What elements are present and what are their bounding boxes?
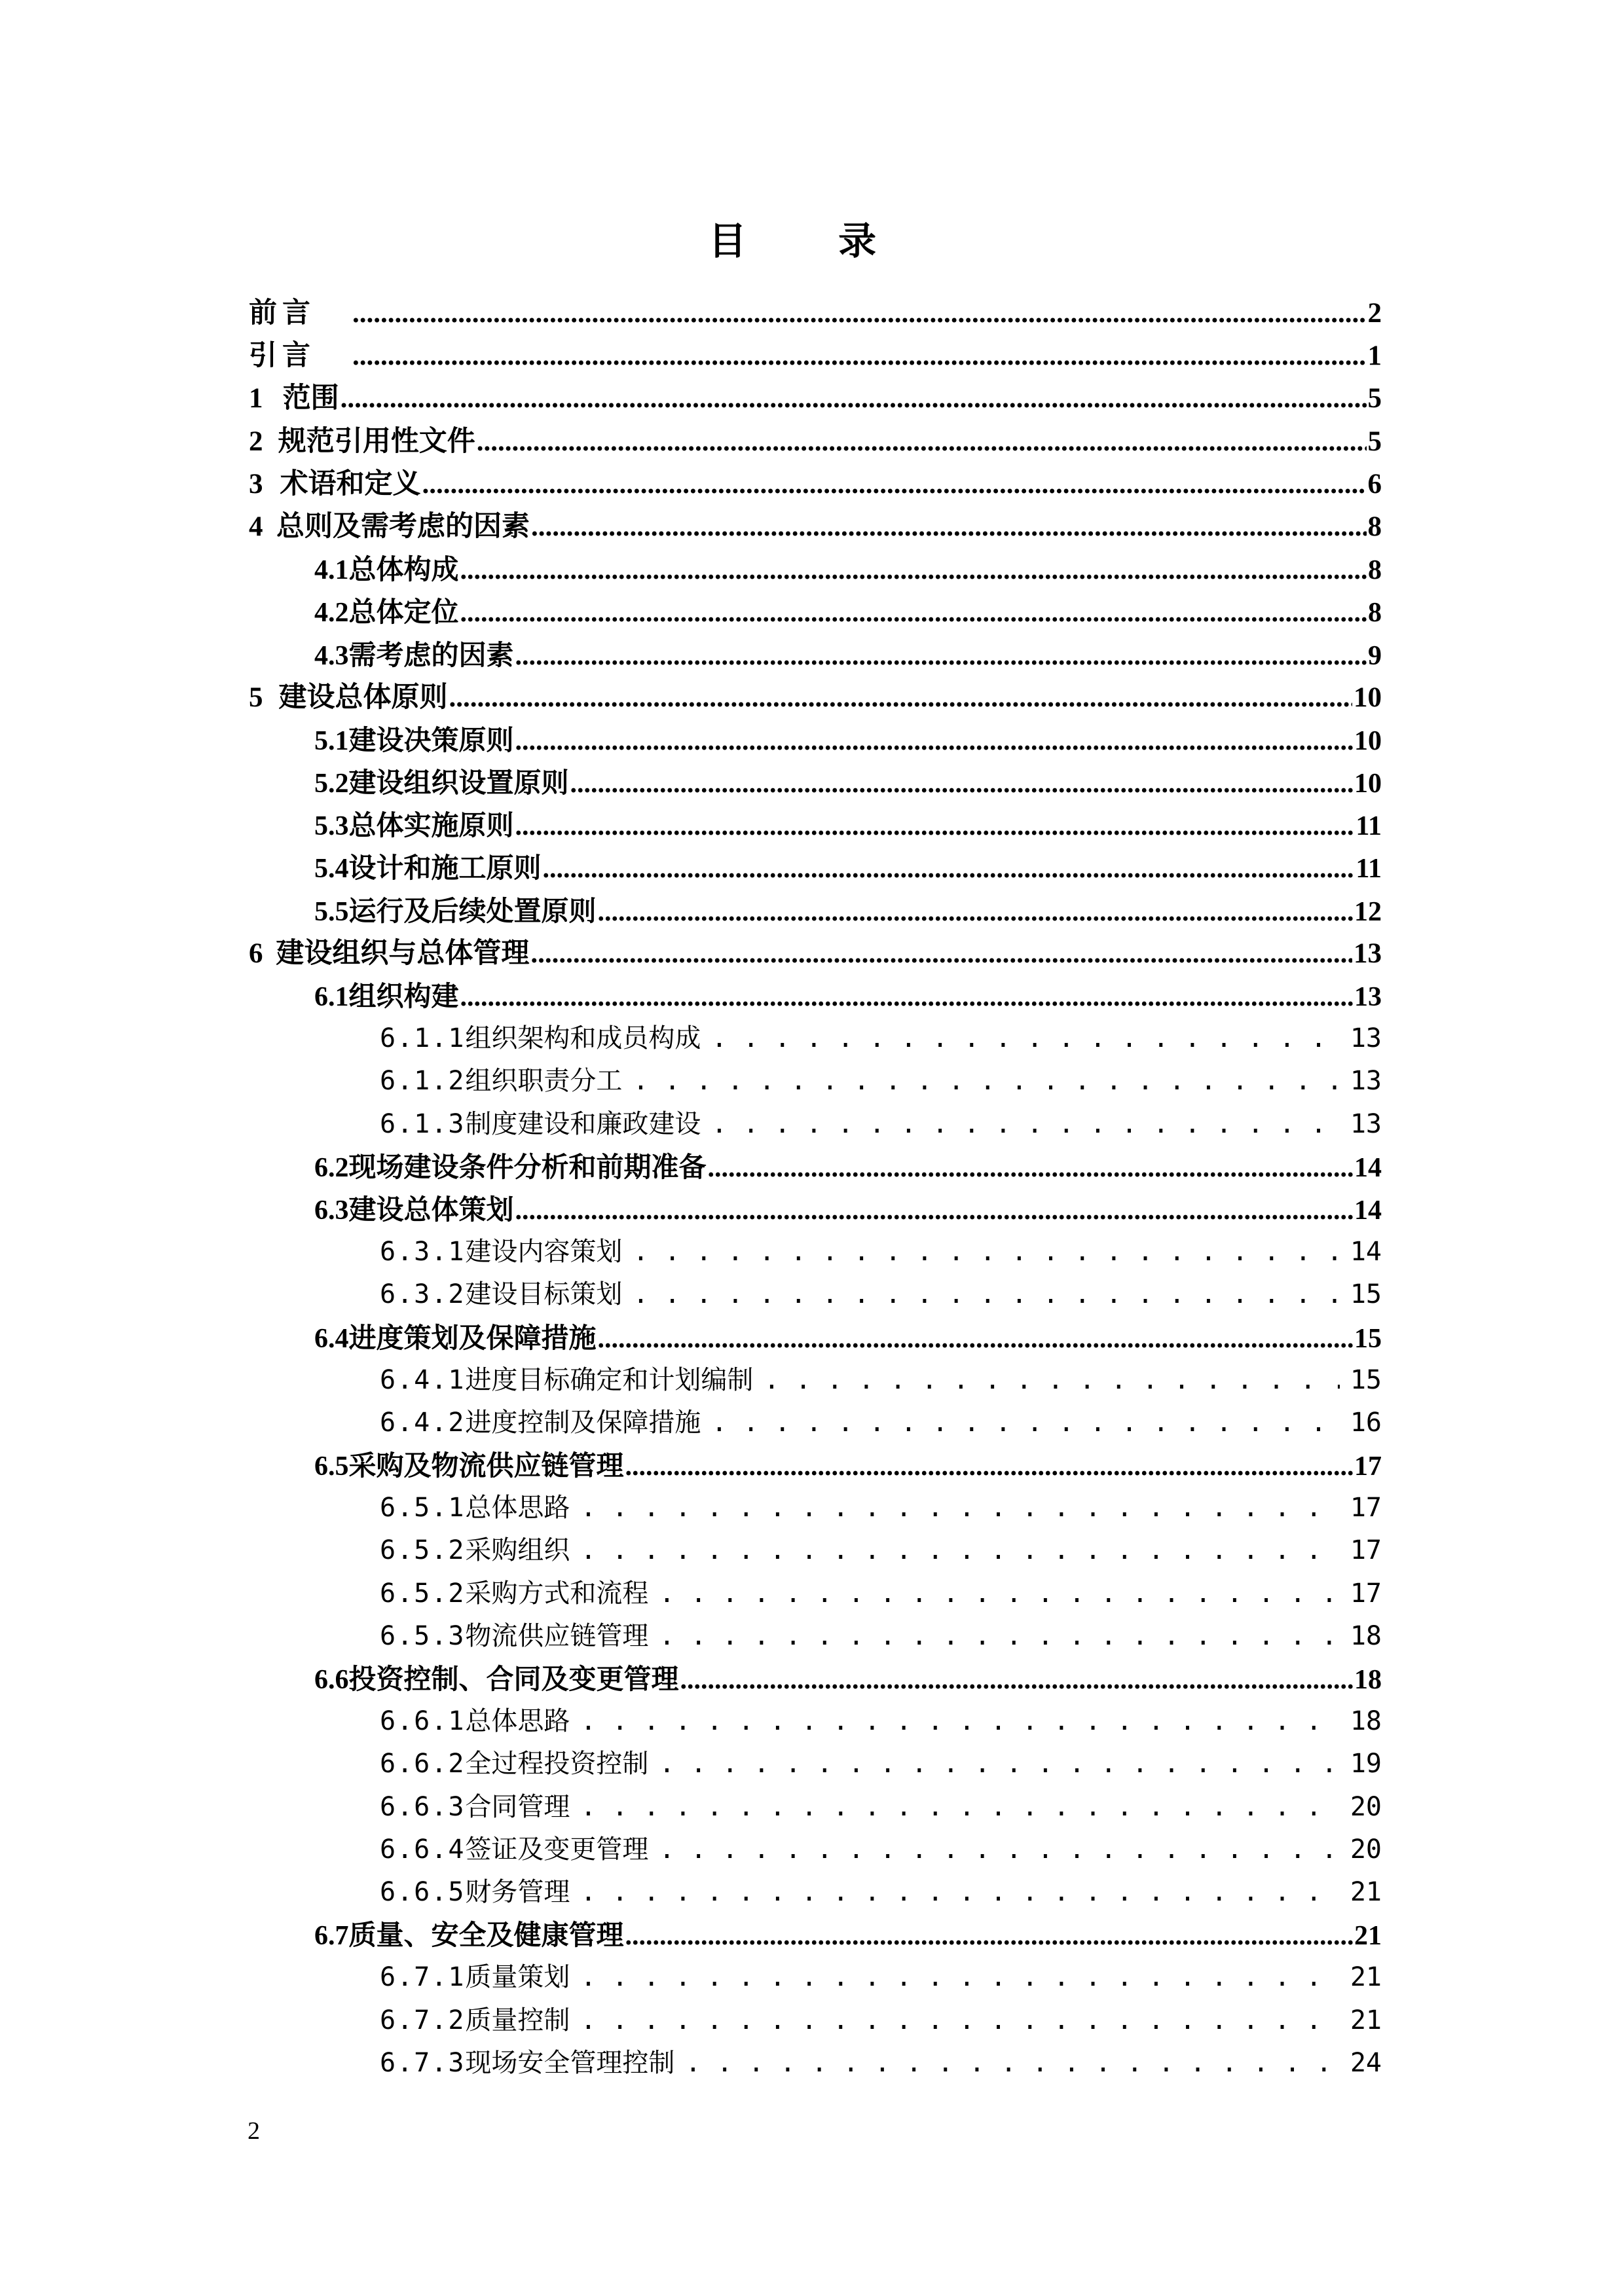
toc-leader-dots [449,676,1352,719]
toc-entry-number: 6.7.2 [380,2005,466,2035]
toc-entry-page: 10 [1354,682,1382,713]
toc-entry-page: 16 [1350,1407,1382,1438]
toc-entry-number: 4.2 [314,598,349,629]
toc-leader-dots [352,335,1366,377]
toc-entry[interactable] [249,1999,1382,2042]
toc-entry-number: 引 [249,340,277,372]
toc-entry-number: 6.7.1 [380,1962,466,1993]
toc-entry[interactable] [249,1786,1382,1829]
toc-entry-page: 8 [1367,511,1382,542]
toc-entry[interactable] [249,1956,1382,1999]
toc-entry[interactable] [249,1615,1382,1658]
toc-entry-label: 质量控制 [465,2005,570,2035]
toc-entry-number: 6.4.2 [380,1407,466,1438]
toc-leader-dots [460,592,1367,633]
toc-leader-dots [515,1190,1353,1231]
toc-leader-dots [543,848,1355,889]
toc-entry[interactable] [249,1658,1382,1700]
toc-leader-dots [460,976,1353,1017]
toc-entry-page: 20 [1350,1791,1382,1822]
table-of-contents [249,292,1382,2085]
toc-entry-number: 6.6.2 [380,1749,466,1779]
toc-entry-label: 建设总体策划 [348,1193,514,1226]
toc-entry[interactable] [249,847,1382,889]
toc-entry-page: 15 [1350,1364,1382,1395]
toc-entry[interactable] [249,505,1382,548]
toc-entry[interactable] [249,1743,1382,1785]
toc-entry-label: 组织构建 [348,980,459,1012]
toc-entry-page: 18 [1350,1706,1382,1737]
toc-leader-dots [598,891,1353,932]
toc-entry-label: 需考虑的因素 [348,638,514,671]
toc-leader-dots [580,1529,1339,1572]
toc-entry-label: 签证及变更管理 [465,1834,649,1865]
toc-leader-dots [680,1659,1353,1700]
page-title: 目 录 [708,219,916,263]
toc-entry[interactable] [249,463,1382,505]
toc-entry-page: 24 [1350,2047,1382,2078]
toc-entry-number: 6.6.5 [380,1876,466,1907]
toc-leader-dots [530,932,1352,975]
toc-entry-label: 运行及后续处置原则 [348,894,597,927]
toc-entry[interactable] [249,420,1382,463]
toc-entry-number: 6.3.2 [380,1279,466,1310]
toc-entry-page: 18 [1354,1665,1382,1695]
toc-entry-number: 6.4 [314,1323,349,1354]
toc-entry-page: 17 [1350,1578,1382,1609]
toc-entry-page: 11 [1356,854,1382,884]
toc-entry-label: 建设目标策划 [465,1279,623,1310]
toc-leader-dots [352,292,1366,335]
toc-entry[interactable] [249,1444,1382,1487]
toc-entry-page: 5 [1367,383,1382,414]
toc-entry-label: 规范引用性文件 [278,424,475,458]
toc-entry-number: 5.4 [314,854,349,884]
toc-entry-number: 6.6.1 [380,1706,466,1737]
toc-entry-page: 21 [1350,1962,1382,1993]
toc-leader-dots [580,1487,1339,1529]
toc-entry-label: 设计和施工原则 [348,852,542,884]
toc-entry-number: 2 [249,426,263,457]
toc-entry-number: 前 [249,298,277,329]
toc-entry-page: 13 [1350,1108,1382,1139]
toc-entry-page: 2 [1367,298,1382,329]
toc-entry[interactable] [249,761,1382,804]
toc-entry-page: 9 [1368,640,1382,671]
toc-leader-dots [515,805,1355,847]
toc-entry-label: 组织职责分工 [465,1066,623,1097]
toc-entry[interactable] [249,1017,1382,1060]
toc-entry-label: 采购及物流供应链管理 [348,1449,624,1482]
toc-entry-page: 15 [1354,1323,1382,1354]
toc-entry-label: 质量策划 [465,1962,570,1993]
toc-entry-number: 6.4.1 [380,1364,466,1395]
toc-entry-label: 质量、安全及健康管理 [348,1919,624,1952]
toc-entry-page: 20 [1350,1834,1382,1865]
toc-entry-page: 1 [1367,340,1382,372]
toc-leader-dots [633,1273,1339,1316]
toc-entry-label: 总体实施原则 [348,809,514,842]
toc-entry-page: 11 [1356,811,1382,842]
toc-leader-dots [711,1103,1339,1146]
toc-entry[interactable] [249,676,1382,719]
toc-entry-page: 14 [1354,1152,1382,1183]
toc-entry-number: 6.3 [314,1195,349,1226]
toc-entry[interactable] [249,377,1382,420]
toc-entry-number: 6.1.1 [380,1023,466,1054]
toc-leader-dots [460,549,1367,591]
toc-entry-label: 进度策划及保障措施 [348,1321,597,1354]
toc-entry-number: 4 [249,511,263,542]
toc-entry[interactable] [249,1529,1382,1572]
toc-entry-page: 14 [1354,1195,1382,1226]
toc-leader-dots [580,1871,1339,1914]
toc-leader-dots [659,1573,1339,1615]
toc-entry[interactable] [249,1231,1382,1273]
toc-entry[interactable] [249,890,1382,932]
toc-entry-label: 进度控制及保障措施 [465,1407,701,1438]
toc-entry-number: 6.1 [314,982,349,1012]
toc-leader-dots [625,1446,1353,1487]
toc-entry-label: 全过程投资控制 [465,1749,649,1779]
toc-entry-label: 建设总体原则 [278,680,448,714]
toc-leader-dots [531,505,1366,548]
toc-leader-dots [580,1956,1339,1999]
toc-entry-page: 17 [1350,1535,1382,1566]
toc-entry[interactable] [249,335,1382,377]
toc-entry-label: 言 [282,339,352,373]
toc-entry[interactable] [249,1573,1382,1615]
toc-entry[interactable] [249,932,1382,975]
toc-entry[interactable] [249,548,1382,591]
toc-entry-label: 建设组织与总体管理 [276,936,530,970]
toc-entry[interactable] [249,1060,1382,1102]
toc-leader-dots [580,1786,1339,1829]
toc-entry-number: 3 [249,468,263,500]
toc-entry-page: 14 [1350,1237,1382,1267]
toc-entry-label: 总体思路 [465,1706,570,1737]
toc-entry[interactable] [249,1103,1382,1146]
toc-entry-page: 21 [1350,2005,1382,2035]
toc-leader-dots [711,1017,1339,1060]
toc-leader-dots [515,635,1367,676]
toc-entry-number: 6.5.3 [380,1620,466,1651]
toc-entry[interactable] [249,292,1382,335]
toc-leader-dots [764,1359,1339,1402]
toc-entry-number: 5.3 [314,811,349,842]
toc-leader-dots [422,463,1367,505]
toc-leader-dots [659,1615,1339,1658]
toc-entry-label: 物流供应链管理 [465,1620,649,1651]
toc-entry[interactable] [249,1317,1382,1359]
toc-leader-dots [570,763,1353,804]
toc-entry[interactable] [249,1146,1382,1188]
toc-entry-label: 现场建设条件分析和前期准备 [348,1150,707,1183]
toc-leader-dots [659,1743,1339,1785]
toc-entry[interactable] [249,804,1382,847]
toc-entry[interactable] [249,1487,1382,1529]
toc-entry-number: 6 [249,938,263,969]
toc-leader-dots [341,377,1367,420]
toc-entry-page: 10 [1354,769,1382,799]
toc-entry-number: 5.2 [314,769,349,799]
toc-entry-label: 总体构成 [348,553,459,586]
toc-entry-page: 10 [1354,725,1382,756]
toc-entry-number: 6.3.1 [380,1237,466,1267]
toc-entry-page: 12 [1354,896,1382,927]
toc-entry-page: 19 [1350,1749,1382,1779]
toc-leader-dots [659,1829,1339,1871]
toc-entry-page: 17 [1350,1493,1382,1523]
toc-entry-label: 进度目标确定和计划编制 [465,1364,754,1395]
toc-leader-dots [580,1999,1339,2042]
page-number: 2 [248,2117,260,2145]
toc-entry-label: 财务管理 [465,1876,570,1907]
toc-entry-label: 制度建设和廉政建设 [465,1108,701,1139]
toc-entry-number: 1 [249,383,263,414]
toc-entry[interactable] [249,1188,1382,1231]
toc-entry[interactable] [249,1914,1382,1956]
toc-leader-dots [477,420,1367,463]
toc-entry[interactable] [249,591,1382,633]
toc-entry-label: 总则及需考虑的因素 [276,509,530,543]
toc-entry-number: 5 [249,682,263,713]
toc-entry[interactable] [249,1829,1382,1871]
toc-entry-label: 现场安全管理控制 [465,2047,675,2078]
toc-entry[interactable] [249,2042,1382,2085]
toc-entry-page: 18 [1350,1620,1382,1651]
toc-entry-number: 6.6 [314,1665,349,1695]
toc-entry-number: 5.1 [314,725,349,756]
toc-leader-dots [685,2042,1339,2085]
toc-entry-page: 13 [1354,938,1382,969]
toc-entry-label: 总体定位 [348,596,459,629]
toc-entry-label: 采购组织 [465,1535,570,1566]
toc-entry-number: 6.6.3 [380,1791,466,1822]
toc-entry-number: 5.5 [314,896,349,927]
toc-entry-page: 13 [1354,982,1382,1012]
toc-entry-page: 8 [1368,555,1382,586]
toc-entry-page: 15 [1350,1279,1382,1310]
toc-entry-label: 建设组织设置原则 [348,767,569,799]
toc-entry[interactable] [249,1273,1382,1316]
toc-entry-page: 17 [1354,1451,1382,1482]
toc-entry-number: 6.5.2 [380,1535,466,1566]
toc-entry-label: 采购方式和流程 [465,1578,649,1609]
toc-entry-label: 总体思路 [465,1493,570,1523]
toc-leader-dots [625,1915,1353,1956]
toc-entry[interactable] [249,1871,1382,1914]
toc-entry[interactable] [249,719,1382,761]
toc-entry[interactable] [249,1402,1382,1444]
toc-entry-number: 6.1.2 [380,1066,466,1097]
toc-entry-page: 21 [1354,1921,1382,1952]
toc-entry-page: 13 [1350,1023,1382,1054]
toc-entry[interactable] [249,1359,1382,1402]
toc-entry-number: 6.7.3 [380,2047,466,2078]
toc-leader-dots [633,1060,1339,1102]
toc-leader-dots [580,1700,1339,1743]
toc-entry-number: 6.1.3 [380,1108,466,1139]
toc-entry-page: 6 [1367,468,1382,500]
toc-entry-label: 建设决策原则 [348,723,514,756]
toc-entry-number: 6.5.1 [380,1493,466,1523]
toc-entry-number: 6.5.2 [380,1578,466,1609]
toc-entry-label: 建设内容策划 [465,1237,623,1267]
toc-leader-dots [708,1147,1353,1188]
toc-entry-number: 6.5 [314,1451,349,1482]
toc-entry-label: 投资控制、合同及变更管理 [348,1663,679,1695]
toc-entry[interactable] [249,634,1382,676]
toc-leader-dots [598,1318,1353,1359]
toc-leader-dots [711,1402,1339,1444]
toc-entry-number: 4.1 [314,555,349,586]
toc-entry-number: 6.6.4 [380,1834,466,1865]
toc-entry-label: 合同管理 [465,1791,570,1822]
toc-leader-dots [633,1231,1339,1273]
toc-entry-label: 组织架构和成员构成 [465,1023,701,1054]
toc-entry[interactable] [249,975,1382,1017]
toc-entry-label: 术语和定义 [280,467,421,500]
toc-entry-label: 言 [282,297,352,329]
toc-entry-page: 13 [1350,1066,1382,1097]
toc-entry-page: 8 [1368,598,1382,629]
toc-entry-page: 21 [1350,1876,1382,1907]
toc-leader-dots [515,720,1353,761]
toc-entry-number: 6.2 [314,1152,349,1183]
toc-entry-number: 6.7 [314,1921,349,1952]
toc-entry-page: 5 [1367,426,1382,457]
toc-entry-number: 4.3 [314,640,349,671]
toc-entry[interactable] [249,1700,1382,1743]
toc-entry-label: 范围 [282,382,339,415]
